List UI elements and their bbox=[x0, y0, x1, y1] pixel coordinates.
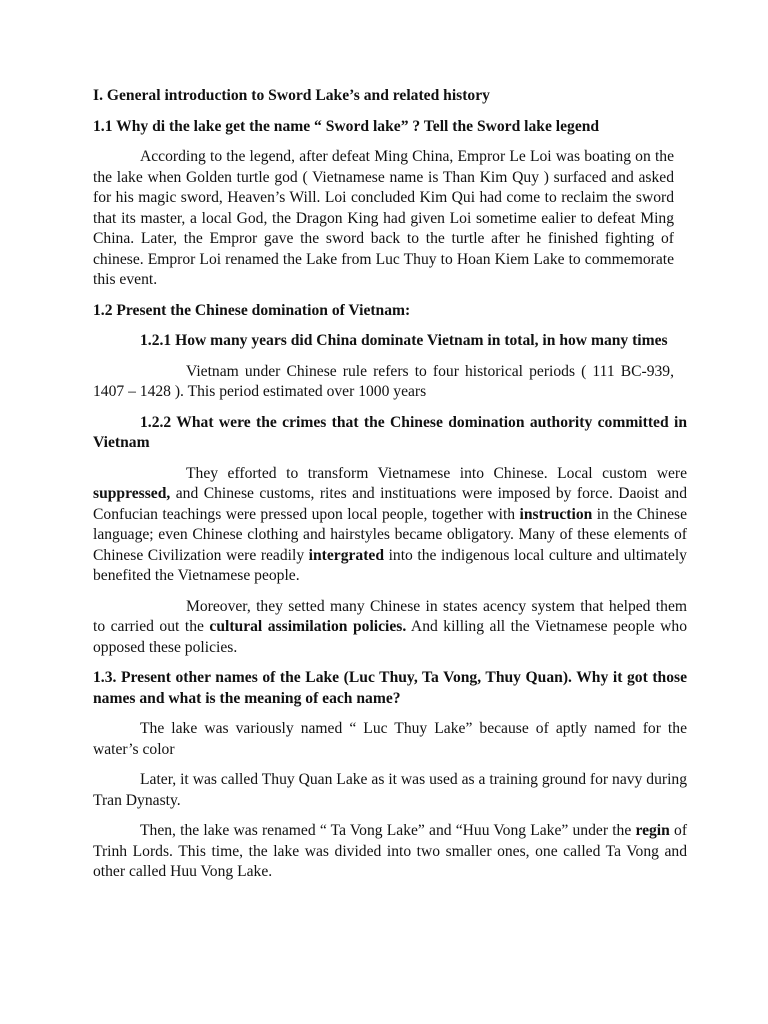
text-run: in the Chinese language; even Chinese clothing and hairstyles became obligatory. Many of these elements of Chinese Civilization were readily bbox=[93, 505, 687, 564]
section-heading-1-1: 1.1 Why di the lake get the name “ Sword lake” ? Tell the Sword lake legend bbox=[93, 117, 600, 135]
text-run: Moreover, they setted many Chinese in states acency system that helped them to carried out the bbox=[93, 597, 687, 635]
bold-text-run: regin bbox=[635, 822, 670, 839]
paragraph-luc-thuy-name: The lake was variously named “ Luc Thuy Lake” because of aptly named for the water’s color bbox=[93, 720, 687, 758]
section-heading-1-2-2: 1.2.2 What were the crimes that the Chinese domination authority committed in Vietnam bbox=[93, 413, 687, 451]
bold-text-run: cultural assimilation policies. bbox=[209, 618, 407, 635]
document-page bbox=[93, 86, 687, 883]
section-heading-1-2: 1.2 Present the Chinese domination of Vietnam: bbox=[93, 301, 411, 319]
section-heading-1: I. General introduction to Sword Lake’s and related history bbox=[93, 87, 490, 104]
paragraph-chinese-rule-periods: Vietnam under Chinese rule refers to four historical periods ( 111 BC-939, 1407 – 1428 ). This period estimated over 1000 years bbox=[93, 362, 674, 400]
paragraph-assimilation-policies bbox=[93, 597, 687, 659]
bold-text-run: suppressed, bbox=[93, 485, 171, 502]
section-heading-1-2-1: 1.2.1 How many years did China dominate Vietnam in total, in how many times bbox=[140, 332, 668, 349]
text-run: of Trinh Lords. This time, the lake was divided into two smaller ones, one called Ta Vong and other called Huu Vong Lake. bbox=[93, 822, 688, 880]
section-heading-1-3: 1.3. Present other names of the Lake (Luc Thuy, Ta Vong, Thuy Quan). Why it got those names and what is the meaning of each name? bbox=[93, 669, 687, 707]
paragraph-thuy-quan-name: Later, it was called Thuy Quan Lake as it was used as a training ground for navy during Tran Dynasty. bbox=[93, 771, 687, 809]
text-run: into the indigenous local culture and ultimately benefited the Vietnamese people. bbox=[93, 546, 687, 584]
bold-text-run: instruction bbox=[519, 505, 593, 523]
text-run: They efforted to transform Vietnamese into Chinese. Local custom were bbox=[186, 464, 687, 482]
bold-text-run: intergrated bbox=[308, 546, 385, 564]
paragraph-domination-crimes bbox=[93, 464, 687, 587]
text-run: and Chinese customs, rites and instituations were imposed by force. Daoist and Confucian teachings were pressed upon local people, together with bbox=[93, 485, 687, 523]
text-run: And killing all the Vietnamese people who opposed these policies. bbox=[93, 618, 687, 656]
paragraph-ta-vong-name bbox=[93, 821, 687, 883]
paragraph-sword-legend: According to the legend, after defeat Ming China, Empror Le Loi was boating on the the lake when Golden turtle god ( Vietnamese name is Than Kim Quy ) surfaced and asked for his magic sword, Heaven’s Will. Loi concluded Kim Qui had come to reclaim the sword that its master, a local God, the Dragon King had given Loi sometime ealier to defeat Ming China. Later, the Empror gave the sword back to the turtle after he finished fighting of chinese. Empror Loi renamed the Lake from Luc Thuy to Hoan Kiem Lake to commemorate this event. bbox=[93, 148, 674, 288]
text-run: Then, the lake was renamed “ Ta Vong Lake” and “Huu Vong Lake” under the bbox=[140, 822, 636, 839]
